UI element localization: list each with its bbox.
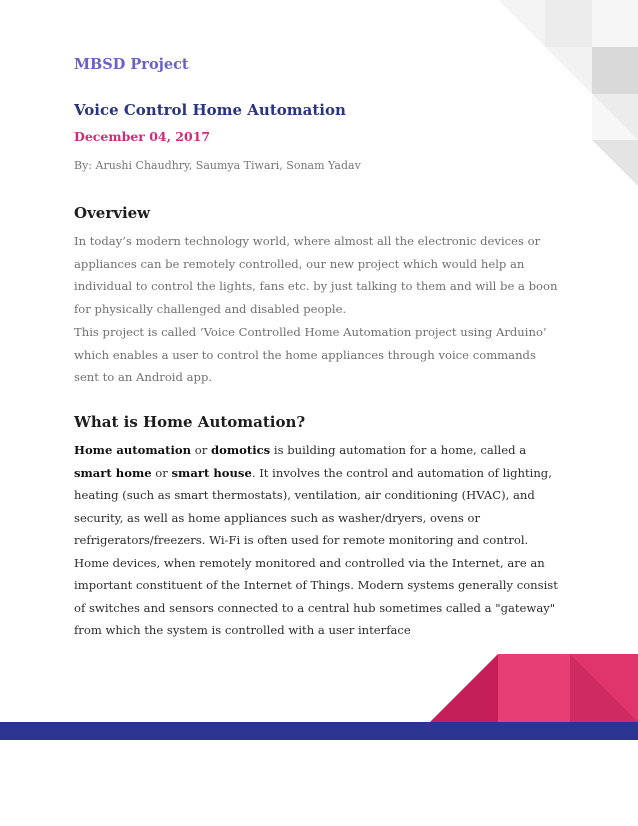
document-title: Voice Control Home Automation (74, 101, 346, 119)
gray-tile (592, 0, 638, 47)
term-smart-house: smart house (171, 465, 252, 480)
bottom-right-pink-tiles (430, 654, 638, 722)
overview-heading: Overview (74, 204, 151, 222)
term-smart-home: smart home (74, 465, 152, 480)
gray-tile (545, 47, 592, 94)
term-home-automation: Home automation (74, 443, 192, 457)
gray-tile (592, 140, 638, 186)
home-automation-paragraph (74, 439, 564, 642)
paragraph-text: is building automation for a home, called a (270, 443, 527, 457)
pink-tile (498, 654, 570, 722)
gray-tile (545, 0, 592, 47)
conjunction: or (191, 443, 212, 457)
home-automation-heading: What is Home Automation? (74, 413, 306, 431)
pink-tile (430, 654, 498, 722)
conjunction: or (151, 465, 172, 480)
overview-paragraph-1: In today’s modern technology world, where almost all the electronic devices or appliances can be remotely controlled, our new project which would help an individual to control the lights, fans etc. by just talking to them and will be a boon for physically challenged and disabled people. (74, 234, 558, 316)
top-right-gray-tiles (498, 0, 638, 186)
gray-tile (498, 0, 545, 47)
project-label: MBSD Project (74, 56, 189, 73)
document-date: December 04, 2017 (74, 129, 211, 144)
overview-paragraph-2: This project is called ‘Voice Controlled Home Automation project using Arduino’ which enables a user to control the home appliances through voice commands sent to an Android app. (74, 325, 547, 384)
gray-tile (592, 47, 638, 94)
document-authors: By: Arushi Chaudhry, Saumya Tiwari, Sonam Yadav (74, 159, 361, 172)
paragraph-text: . It involves the control and automation of lighting, heating (such as smart thermostats), ventilation, air conditioning (HVAC), and security, as well as home appliances such as washer/dryers, ovens or refrigerators/freezers. Wi-Fi is often used for remote monitoring and control. Home devices, when remotely monitored and controlled via the Internet, are an important constituent of the Internet of Things. Modern systems generally consist of switches and sensors connected to a central hub sometimes called a "gateway" from which the system is controlled with a user interface (74, 465, 558, 637)
term-domotics: domotics (211, 443, 271, 457)
footer-band (0, 722, 638, 740)
